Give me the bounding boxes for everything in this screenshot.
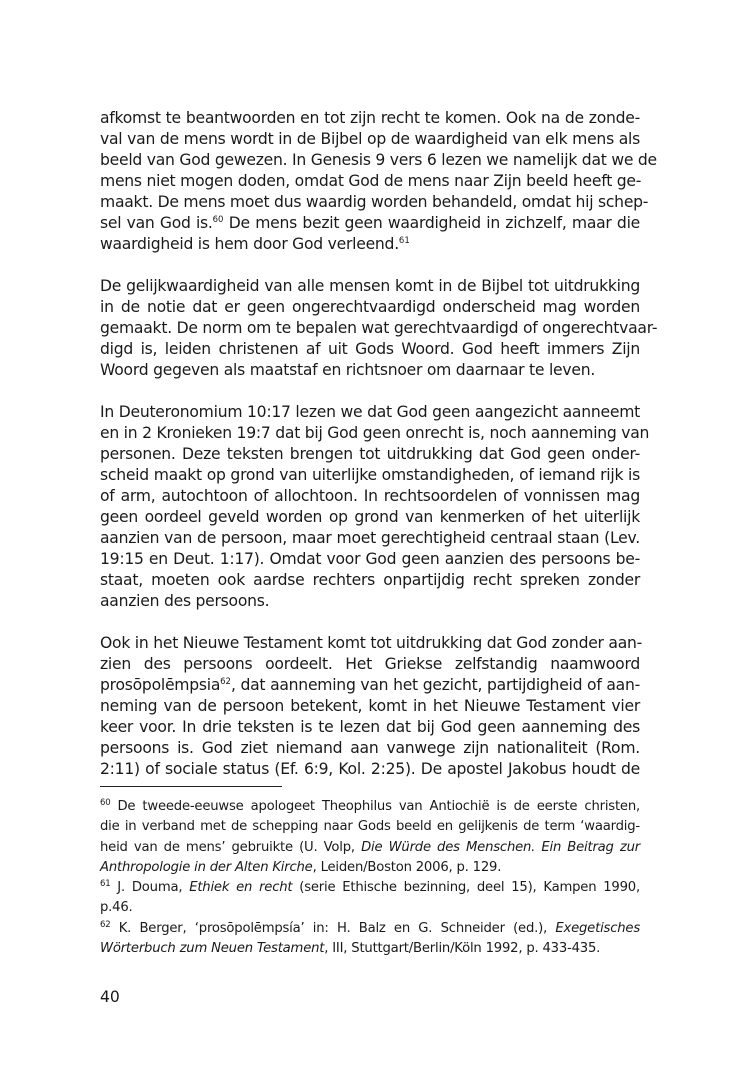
- text-line: [100, 234, 640, 255]
- text-segment: De mens bezit geen waardigheid in zichzelf, maar die: [223, 214, 640, 232]
- footnote-60: [100, 797, 640, 878]
- text-line: [100, 213, 640, 234]
- text-line: keer voor. In drie teksten is te lezen dat bij God geen aanneming des: [100, 718, 640, 736]
- text-segment: K. Berger, ‘prosōpolēmpsía’ in: H. Balz en G. Schneider (ed.),: [110, 920, 556, 936]
- text-line: personen. Deze teksten brengen tot uitdrukking dat God geen onder-: [100, 445, 640, 463]
- page-number: 40: [100, 988, 120, 1006]
- footnote-line: die in verband met de schepping naar Gods beeld en gelijkenis de term ‘waardig-: [100, 819, 640, 835]
- footnote-number: 62: [100, 919, 111, 930]
- text-line: mens niet mogen doden, omdat God de mens naar Zijn beeld heeft ge-: [100, 172, 642, 190]
- text-segment: , dat aanneming van het gezicht, partijdigheid of aan-: [230, 676, 640, 694]
- italic-title: Wörterbuch zum Neuen Testament: [100, 941, 325, 957]
- footnote-line: p.46.: [100, 900, 133, 916]
- text-segment: heid van de mens’ gebruikte (U. Volp,: [100, 839, 362, 855]
- footnote-61: [100, 878, 640, 919]
- text-line: staat, moeten ook aardse rechters onpartijdig recht spreken zonder: [100, 571, 640, 589]
- text-line: in de notie dat er geen ongerechtvaardigd onderscheid mag worden: [100, 298, 640, 316]
- italic-title: Die Würde des Menschen. Ein Beitrag zur: [361, 839, 640, 855]
- footnote-line: [100, 878, 640, 898]
- footnote-line: [100, 797, 640, 817]
- text-line: persoons is. God ziet niemand aan vanwege zijn nationaliteit (Rom.: [100, 739, 640, 757]
- text-line: In Deuteronomium 10:17 lezen we dat God geen aangezicht aanneemt: [100, 403, 640, 421]
- text-line: gemaakt. De norm om te bepalen wat gerechtvaardigd of ongerechtvaar-: [100, 319, 658, 337]
- paragraph-4: [100, 633, 643, 780]
- text-line: digd is, leiden christenen af uit Gods Woord. God heeft immers Zijn: [100, 340, 640, 358]
- text-line: en in 2 Kronieken 19:7 dat bij God geen onrecht is, noch aanneming van: [100, 424, 650, 442]
- footnote-line: [100, 939, 640, 959]
- text-segment: sel van God is.: [100, 214, 213, 232]
- text-line: beeld van God gewezen. In Genesis 9 vers 6 lezen we namelijk dat we de: [100, 151, 657, 169]
- text-segment: prosōpolēmpsia: [100, 676, 221, 694]
- italic-title: Exegetisches: [555, 920, 640, 936]
- text-line: maakt. De mens moet dus waardig worden behandeld, omdat hij schep-: [100, 193, 649, 211]
- footnote-separator: [100, 786, 282, 787]
- body-text: [100, 108, 658, 801]
- footnote-62: [100, 919, 640, 960]
- text-segment: (serie Ethische bezinning, deel 15), Kampen 1990,: [292, 880, 640, 896]
- text-line: neming van de persoon betekent, komt in het Nieuwe Testament vier: [100, 697, 640, 715]
- italic-title: Anthropologie in der Alten Kirche: [100, 859, 313, 875]
- text-line: afkomst te beantwoorden en tot zijn recht te komen. Ook na de zonde-: [100, 109, 640, 127]
- footnote-number: 60: [100, 798, 111, 808]
- text-line: De gelijkwaardigheid van alle mensen komt in de Bijbel tot uitdrukking: [100, 277, 640, 295]
- text-segment: waardigheid is hem door God verleend.: [100, 235, 399, 253]
- text-line: Ook in het Nieuwe Testament komt tot uitdrukking dat God zonder aan-: [100, 634, 643, 652]
- footnote-line: [100, 919, 640, 939]
- footnotes: [100, 797, 640, 959]
- text-line: geen oordeel geveld worden op grond van kenmerken of het uiterlijk: [100, 508, 640, 526]
- text-line: 19:15 en Deut. 1:17). Omdat voor God geen aanzien des persoons be-: [100, 550, 640, 568]
- text-line: val van de mens wordt in de Bijbel op de waardigheid van elk mens als: [100, 130, 640, 148]
- text-segment: , III, Stuttgart/Berlin/Köln 1992, p. 433-435.: [324, 941, 601, 957]
- footnote-line: [100, 838, 640, 858]
- paragraph-2: [100, 276, 658, 381]
- text-line: Woord gegeven als maatstaf en richtsnoer om daarnaar te leven.: [100, 361, 596, 379]
- text-segment: , Leiden/Boston 2006, p. 129.: [312, 859, 502, 875]
- text-line: aanzien van de persoon, maar moet gerechtigheid centraal staan (Lev.: [100, 529, 640, 547]
- footnote-reference-61: 61: [398, 236, 410, 246]
- text-line: of arm, autochtoon of allochtoon. In rechtsoordelen of vonnissen mag: [100, 487, 640, 505]
- text-line: [100, 675, 640, 696]
- text-line: zien des persoons oordeelt. Het Griekse zelfstandig naamwoord: [100, 655, 640, 673]
- footnote-reference-62: 62: [220, 677, 231, 687]
- footnote-reference-60: 60: [212, 215, 224, 225]
- footnote-number: 61: [100, 879, 111, 890]
- text-line: aanzien des persoons.: [100, 592, 270, 610]
- text-segment: De tweede-eeuwse apologeet Theophilus van Antiochië is de eerste christen,: [110, 799, 640, 814]
- text-line: scheid maakt op grond van uiterlijke omstandigheden, of iemand rijk is: [100, 466, 640, 484]
- footnote-line: [100, 858, 640, 878]
- text-line: 2:11) of sociale status (Ef. 6:9, Kol. 2:25). De apostel Jakobus houdt de: [100, 760, 640, 778]
- text-segment: J. Douma,: [110, 880, 190, 896]
- paragraph-1: [100, 108, 657, 255]
- paragraph-3: [100, 402, 650, 612]
- italic-title: Ethiek en recht: [189, 880, 293, 896]
